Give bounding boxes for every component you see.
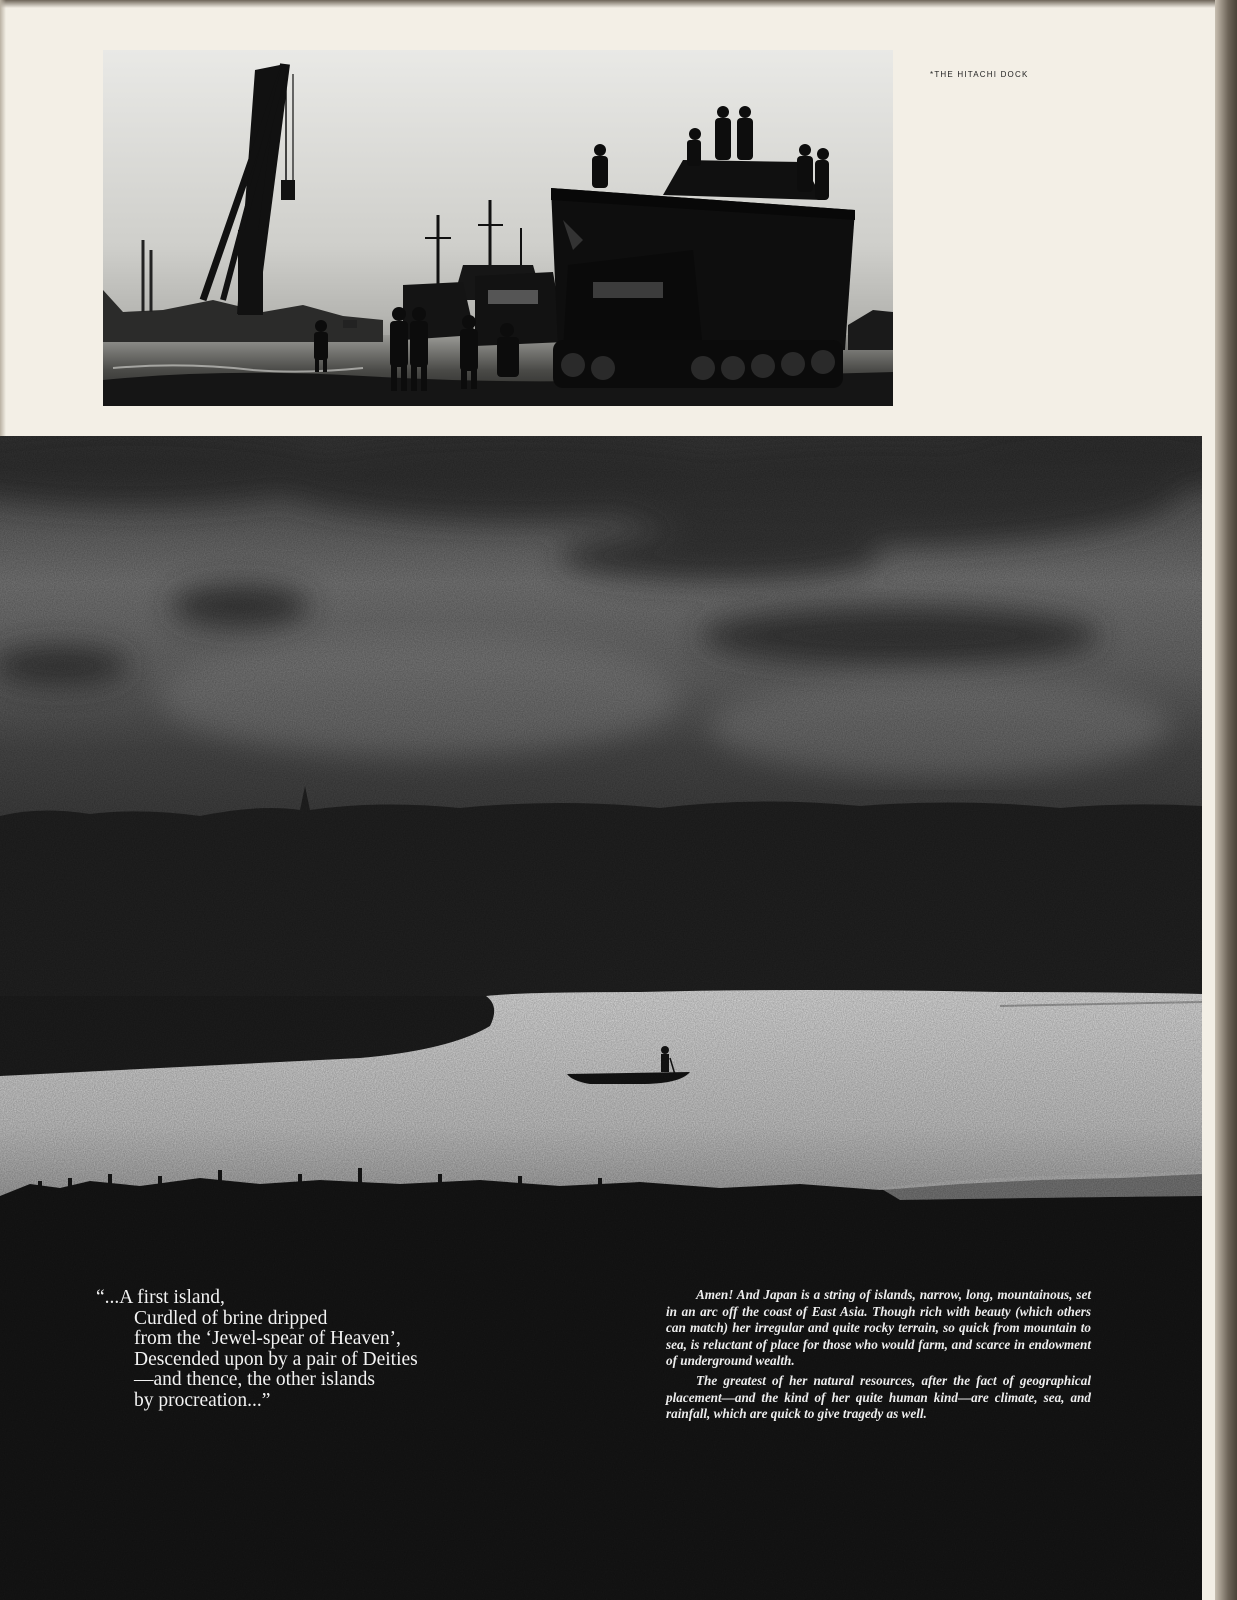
dock-photo (103, 50, 893, 406)
poem-line: from the ‘Jewel-spear of Heaven’, (134, 1328, 401, 1349)
poem-line: —and thence, the other islands (134, 1369, 375, 1390)
poem-line: by procreation...” (134, 1389, 271, 1411)
page-top-edge (0, 0, 1237, 8)
poem-line: “...A first island, (96, 1287, 225, 1308)
page-right-edge (1215, 0, 1237, 1600)
lake-photo (0, 436, 1202, 1600)
prose-paragraph: Amen! And Japan is a string of islands, narrow, long, mountainous, set in an arc off the coast of East Asia. Though rich with beauty (which others can match) her irregular and quite rocky terrain, so quick from mountain to sea, is reluctant of place for those who would farm, and scarce in endowment of underground wealth. (666, 1287, 1091, 1369)
photo-caption: *THE HITACHI DOCK (930, 70, 1029, 79)
poem-line: Descended upon by a pair of Deities (134, 1348, 418, 1370)
poem-line: Curdled of brine dripped (134, 1307, 328, 1329)
prose-block (666, 1287, 1091, 1423)
poem-block (96, 1288, 516, 1411)
prose-paragraph: The greatest of her natural resources, after the fact of geographical placement—and the kind of her quite human kind—are climate, sea, and rainfall, which are quick to give tragedy as well. (666, 1372, 1091, 1422)
